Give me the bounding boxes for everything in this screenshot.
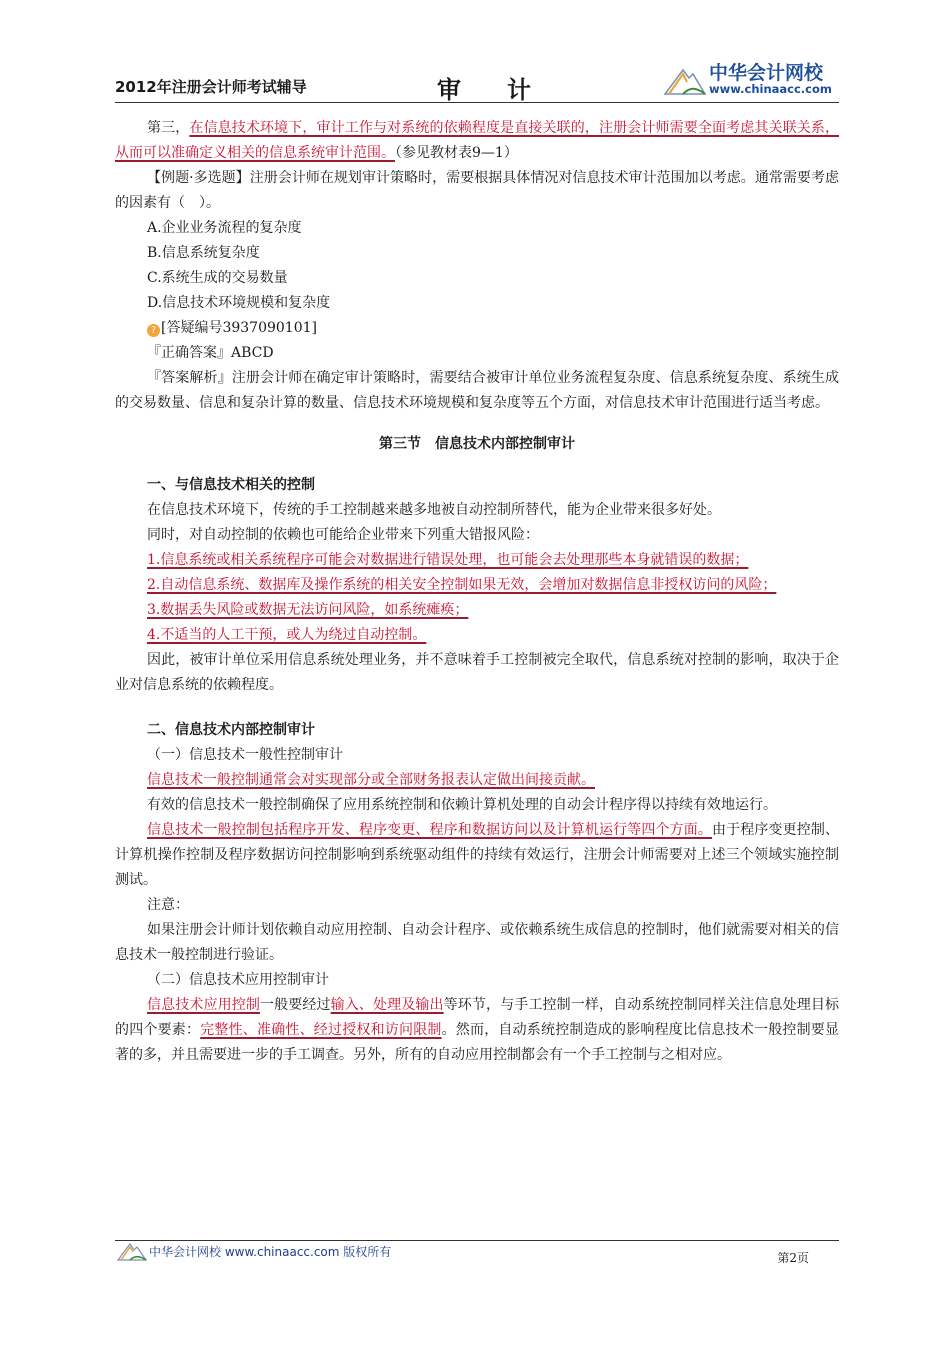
section1-para-1: 在信息技术环境下，传统的手工控制越来越多地被自动控制所替代，能为企业带来很多好处。	[147, 502, 721, 518]
general-control-para-2-rest: 由于程序变更控制、计算机操作控制及程序数据访问控制影响到系统驱动组件的持续有效运行，注册会计师需要对上述三个领域实施控制测试。	[115, 822, 839, 888]
section-title: 第三节 信息技术内部控制审计	[379, 436, 575, 452]
risk-item	[115, 573, 839, 598]
header-subject: 审计	[437, 76, 577, 104]
highlight-text: 信息技术应用控制	[147, 997, 260, 1013]
note-label: 注意：	[147, 897, 189, 913]
option-b: B.信息系统复杂度	[147, 245, 260, 261]
risk-item-text: 3.数据丢失风险或数据无法访问风险，如系统瘫痪；	[147, 602, 469, 618]
general-control-underlined-1	[115, 768, 839, 793]
question-stem: 【例题·多选题】注册会计师在规划审计策略时，需要根据具体情况对信息技术审计范围加以考虑。通常需要考虑的因素有（ ）。	[115, 170, 839, 211]
footer-logo-icon	[117, 1241, 147, 1261]
correct-answer: 『正确答案』ABCD	[147, 345, 274, 361]
risk-item-text: 4.不适当的人工干预，或人为绕过自动控制。	[147, 627, 427, 643]
application-control-para	[115, 993, 839, 1068]
app-text-3: 。然而，自动系统控制造成的影响程度比信息技术一般控制要显著的多，并且需要进一步的手工调查。另外，所有的自动应用控制都会有一个手工控制与之相对应。	[115, 1022, 840, 1063]
app-text-2: 等环节，与手工控制一样，自动系统控制同样关注信息处理目标的四个要素：	[115, 997, 839, 1038]
risk-item	[115, 623, 839, 648]
section1-para-3: 因此，被审计单位采用信息系统处理业务，并不意味着手工控制被完全取代，信息系统对控制的影响，取决于企业对信息系统的依赖程度。	[115, 652, 839, 693]
header-course-title: 2012年注册会计师考试辅导	[115, 78, 307, 96]
page-number: 第2页	[777, 1251, 809, 1265]
footer-copyright: 中华会计网校 www.chinaacc.com 版权所有	[149, 1245, 392, 1259]
risk-item	[115, 548, 839, 573]
spacer	[115, 698, 839, 718]
highlight-text: 在信息技术环境下，审计工作与对系统的依赖程度是直接关联的，注册会计师需要全面考虑其关联关系，从而可以准确定义相关的信息系统审计范围。	[115, 120, 839, 161]
logo-mountain-icon	[663, 64, 707, 96]
highlight-text: 输入、处理及输出	[330, 997, 444, 1013]
general-control-para-2	[115, 818, 839, 893]
question-id-row	[115, 316, 839, 341]
p1-prefix: 第三，	[147, 120, 190, 136]
section1-para-2: 同时，对自动控制的依赖也可能给企业带来下列重大错报风险：	[147, 527, 539, 543]
answer-analysis: 『答案解析』注册会计师在确定审计策略时，需要结合被审计单位业务流程复杂度、信息系统复杂度、系统生成的交易数量、信息和复杂计算的数量、信息技术环境规模和复杂度等五个方面，对信息技术审计范围进行适当考虑。	[115, 370, 839, 411]
heading-2: 二、信息技术内部控制审计	[147, 722, 315, 738]
risk-item-text: 2.自动信息系统、数据库及操作系统的相关安全控制如果无效，会增加对数据信息非授权访问的风险；	[147, 577, 777, 593]
risk-item	[115, 598, 839, 623]
brand-logo	[663, 58, 839, 98]
logo-url: www.chinaacc.com	[709, 82, 832, 96]
subheading-general-control: （一）信息技术一般性控制审计	[147, 747, 343, 763]
option-d: D.信息技术环境规模和复杂度	[147, 295, 331, 311]
app-text-1: 一般要经过	[260, 997, 331, 1013]
heading-1: 一、与信息技术相关的控制	[147, 477, 315, 493]
paragraph-third-point	[115, 116, 839, 166]
risk-item-text: 1.信息系统或相关系统程序可能会对数据进行错误处理，也可能会去处理那些本身就错误的数据；	[147, 552, 749, 568]
question-id: [答疑编号3937090101]	[161, 320, 317, 336]
logo-name: 中华会计网校	[709, 62, 824, 84]
question-mark-icon[interactable]: ?	[147, 324, 160, 337]
subheading-application-control: （二）信息技术应用控制审计	[147, 972, 329, 988]
highlight-text: 信息技术一般控制包括程序开发、程序变更、程序和数据访问以及计算机运行等四个方面。	[147, 822, 712, 838]
p1-reference: （参见教材表9—1）	[395, 145, 518, 161]
option-c: C.系统生成的交易数量	[147, 270, 288, 286]
page-footer	[115, 1240, 839, 1270]
document-body	[115, 116, 839, 1068]
note-text: 如果注册会计师计划依赖自动应用控制、自动会计程序、或依赖系统生成信息的控制时，他们就需要对相关的信息技术一般控制进行验证。	[115, 922, 839, 963]
option-a: A.企业业务流程的复杂度	[147, 220, 302, 236]
highlight-text: 信息技术一般控制通常会对实现部分或全部财务报表认定做出间接贡献。	[147, 772, 595, 788]
general-control-para-1: 有效的信息技术一般控制确保了应用系统控制和依赖计算机处理的自动会计程序得以持续有效地运行。	[147, 797, 777, 813]
footer-rule	[115, 1240, 839, 1241]
highlight-text: 完整性、准确性、经过授权和访问限制	[200, 1022, 442, 1038]
page-header	[115, 56, 839, 102]
header-rule	[115, 102, 839, 103]
